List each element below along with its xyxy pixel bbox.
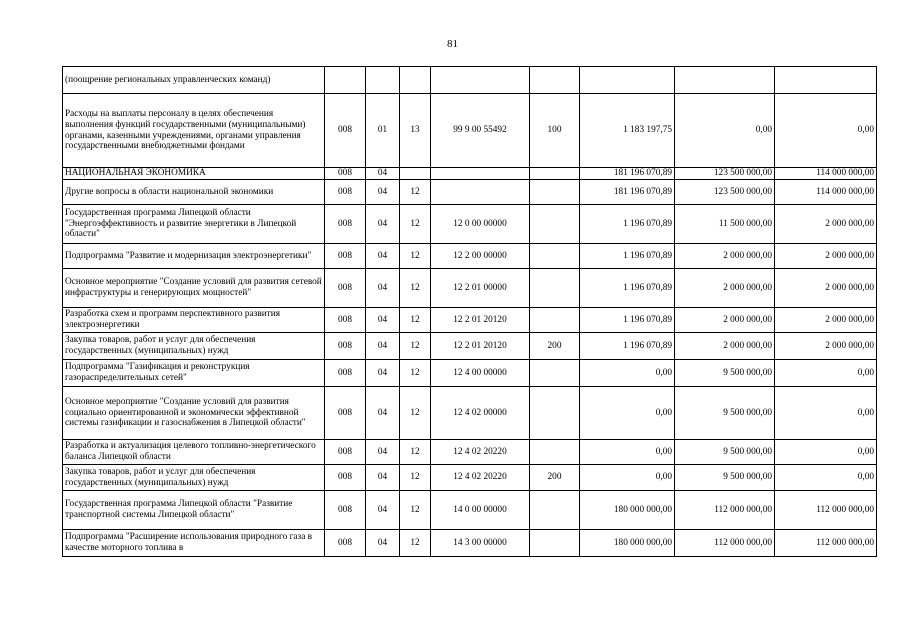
ved-code: 008 <box>325 94 366 168</box>
amount-year-1: 180 000 000,00 <box>580 491 675 530</box>
expense-type <box>530 440 580 465</box>
table-row <box>63 180 877 205</box>
subsection-code: 13 <box>400 94 431 168</box>
expense-type: 200 <box>530 333 580 360</box>
amount-year-3: 0,00 <box>775 465 877 491</box>
target-article <box>431 67 530 94</box>
expense-type <box>530 308 580 333</box>
amount-year-1: 0,00 <box>580 440 675 465</box>
amount-year-1 <box>580 67 675 94</box>
ved-code: 008 <box>325 465 366 491</box>
target-article: 12 2 01 20120 <box>431 308 530 333</box>
amount-year-1: 1 196 070,89 <box>580 333 675 360</box>
amount-year-3: 2 000 000,00 <box>775 244 877 269</box>
target-article: 12 4 00 00000 <box>431 360 530 387</box>
row-name: Основное мероприятие "Создание условий для развития сетевой инфраструктуры и генерирующих мощностей" <box>63 269 325 308</box>
row-name: Подпрограмма "Развитие и модернизация электроэнергетики" <box>63 244 325 269</box>
amount-year-3: 2 000 000,00 <box>775 205 877 244</box>
section-code: 04 <box>366 180 400 205</box>
amount-year-3: 2 000 000,00 <box>775 308 877 333</box>
target-article <box>431 180 530 205</box>
ved-code: 008 <box>325 360 366 387</box>
table-row <box>63 465 877 491</box>
row-name: Закупка товаров, работ и услуг для обеспечения государственных (муниципальных) нужд <box>63 333 325 360</box>
ved-code: 008 <box>325 269 366 308</box>
expense-type <box>530 491 580 530</box>
subsection-code: 12 <box>400 205 431 244</box>
target-article: 12 2 00 00000 <box>431 244 530 269</box>
target-article: 12 4 02 20220 <box>431 440 530 465</box>
amount-year-1: 0,00 <box>580 465 675 491</box>
subsection-code: 12 <box>400 360 431 387</box>
section-code: 04 <box>366 465 400 491</box>
ved-code: 008 <box>325 387 366 440</box>
row-name: Другие вопросы в области национальной экономики <box>63 180 325 205</box>
row-name: Основное мероприятие "Создание условий для развития социально ориентированной и экономически эффективной системы газификации и газоснабжения в Липецкой области" <box>63 387 325 440</box>
section-code: 04 <box>366 269 400 308</box>
row-name: (поощрение региональных управленческих команд) <box>63 67 325 94</box>
target-article: 12 2 01 00000 <box>431 269 530 308</box>
expense-type <box>530 205 580 244</box>
section-code: 04 <box>366 168 400 180</box>
row-name: НАЦИОНАЛЬНАЯ ЭКОНОМИКА <box>63 168 325 180</box>
amount-year-3: 114 000 000,00 <box>775 168 877 180</box>
amount-year-2: 9 500 000,00 <box>675 465 775 491</box>
amount-year-1: 1 196 070,89 <box>580 269 675 308</box>
ved-code: 008 <box>325 244 366 269</box>
row-name: Разработка схем и программ перспективного развития электроэнергетики <box>63 308 325 333</box>
amount-year-2: 2 000 000,00 <box>675 244 775 269</box>
target-article: 14 0 00 00000 <box>431 491 530 530</box>
amount-year-2: 112 000 000,00 <box>675 491 775 530</box>
expense-type <box>530 180 580 205</box>
table-row <box>63 387 877 440</box>
row-name: Подпрограмма "Газификация и реконструкция газораспределительных сетей" <box>63 360 325 387</box>
section-code: 04 <box>366 308 400 333</box>
target-article: 12 0 00 00000 <box>431 205 530 244</box>
table-row <box>63 168 877 180</box>
subsection-code: 12 <box>400 440 431 465</box>
ved-code <box>325 67 366 94</box>
amount-year-2: 9 500 000,00 <box>675 360 775 387</box>
expense-type: 100 <box>530 94 580 168</box>
amount-year-1: 1 196 070,89 <box>580 308 675 333</box>
table-row <box>63 269 877 308</box>
amount-year-2: 112 000 000,00 <box>675 530 775 557</box>
expense-type <box>530 360 580 387</box>
budget-table <box>62 66 877 557</box>
section-code: 04 <box>366 491 400 530</box>
amount-year-3: 0,00 <box>775 387 877 440</box>
amount-year-2: 9 500 000,00 <box>675 440 775 465</box>
amount-year-1: 1 196 070,89 <box>580 244 675 269</box>
section-code: 04 <box>366 387 400 440</box>
table-row <box>63 94 877 168</box>
section-code: 04 <box>366 205 400 244</box>
amount-year-3: 114 000 000,00 <box>775 180 877 205</box>
expense-type <box>530 530 580 557</box>
section-code: 04 <box>366 530 400 557</box>
expense-type <box>530 387 580 440</box>
amount-year-3: 0,00 <box>775 94 877 168</box>
ved-code: 008 <box>325 308 366 333</box>
page-number: 81 <box>447 38 458 50</box>
target-article: 12 4 02 00000 <box>431 387 530 440</box>
amount-year-1: 181 196 070,89 <box>580 168 675 180</box>
target-article: 14 3 00 00000 <box>431 530 530 557</box>
section-code: 01 <box>366 94 400 168</box>
expense-type <box>530 244 580 269</box>
row-name: Разработка и актуализация целевого топливно-энергетического баланса Липецкой области <box>63 440 325 465</box>
target-article: 12 4 02 20220 <box>431 465 530 491</box>
expense-type: 200 <box>530 465 580 491</box>
amount-year-2: 0,00 <box>675 94 775 168</box>
expense-type <box>530 168 580 180</box>
subsection-code <box>400 67 431 94</box>
target-article: 12 2 01 20120 <box>431 333 530 360</box>
row-name: Закупка товаров, работ и услуг для обеспечения государственных (муниципальных) нужд <box>63 465 325 491</box>
subsection-code: 12 <box>400 244 431 269</box>
amount-year-3 <box>775 67 877 94</box>
section-code: 04 <box>366 360 400 387</box>
ved-code: 008 <box>325 205 366 244</box>
amount-year-2: 9 500 000,00 <box>675 387 775 440</box>
row-name: Подпрограмма "Расширение использования природного газа в качестве моторного топлива в <box>63 530 325 557</box>
subsection-code: 12 <box>400 180 431 205</box>
amount-year-3: 0,00 <box>775 360 877 387</box>
table-row <box>63 440 877 465</box>
amount-year-3: 2 000 000,00 <box>775 333 877 360</box>
subsection-code: 12 <box>400 308 431 333</box>
amount-year-2: 11 500 000,00 <box>675 205 775 244</box>
amount-year-3: 112 000 000,00 <box>775 491 877 530</box>
target-article <box>431 168 530 180</box>
subsection-code: 12 <box>400 491 431 530</box>
amount-year-1: 0,00 <box>580 360 675 387</box>
ved-code: 008 <box>325 440 366 465</box>
section-code: 04 <box>366 244 400 269</box>
subsection-code: 12 <box>400 465 431 491</box>
target-article: 99 9 00 55492 <box>431 94 530 168</box>
ved-code: 008 <box>325 180 366 205</box>
expense-type <box>530 67 580 94</box>
amount-year-2: 2 000 000,00 <box>675 308 775 333</box>
subsection-code: 12 <box>400 269 431 308</box>
amount-year-2: 2 000 000,00 <box>675 269 775 308</box>
table-row <box>63 491 877 530</box>
amount-year-1: 1 196 070,89 <box>580 205 675 244</box>
table-row <box>63 360 877 387</box>
amount-year-2: 2 000 000,00 <box>675 333 775 360</box>
row-name: Расходы на выплаты персоналу в целях обеспечения выполнения функций государственными (муниципальными) органами, казенными учреждениями, органами управления государственными внебюджетными фондами <box>63 94 325 168</box>
subsection-code: 12 <box>400 333 431 360</box>
table-row <box>63 333 877 360</box>
amount-year-1: 181 196 070,89 <box>580 180 675 205</box>
table-row <box>63 244 877 269</box>
ved-code: 008 <box>325 168 366 180</box>
row-name: Государственная программа Липецкой области "Энергоэффективность и развитие энергетики в Липецкой области" <box>63 205 325 244</box>
expense-type <box>530 269 580 308</box>
amount-year-2: 123 500 000,00 <box>675 180 775 205</box>
amount-year-1: 180 000 000,00 <box>580 530 675 557</box>
section-code: 04 <box>366 333 400 360</box>
table-row <box>63 67 877 94</box>
row-name: Государственная программа Липецкой области "Развитие транспортной системы Липецкой области" <box>63 491 325 530</box>
subsection-code <box>400 168 431 180</box>
amount-year-2 <box>675 67 775 94</box>
amount-year-1: 1 183 197,75 <box>580 94 675 168</box>
subsection-code: 12 <box>400 530 431 557</box>
amount-year-3: 2 000 000,00 <box>775 269 877 308</box>
table-row <box>63 308 877 333</box>
ved-code: 008 <box>325 530 366 557</box>
amount-year-2: 123 500 000,00 <box>675 168 775 180</box>
table-body <box>63 67 877 557</box>
amount-year-1: 0,00 <box>580 387 675 440</box>
subsection-code: 12 <box>400 387 431 440</box>
table-row <box>63 530 877 557</box>
table-row <box>63 205 877 244</box>
section-code <box>366 67 400 94</box>
ved-code: 008 <box>325 333 366 360</box>
amount-year-3: 0,00 <box>775 440 877 465</box>
section-code: 04 <box>366 440 400 465</box>
ved-code: 008 <box>325 491 366 530</box>
amount-year-3: 112 000 000,00 <box>775 530 877 557</box>
